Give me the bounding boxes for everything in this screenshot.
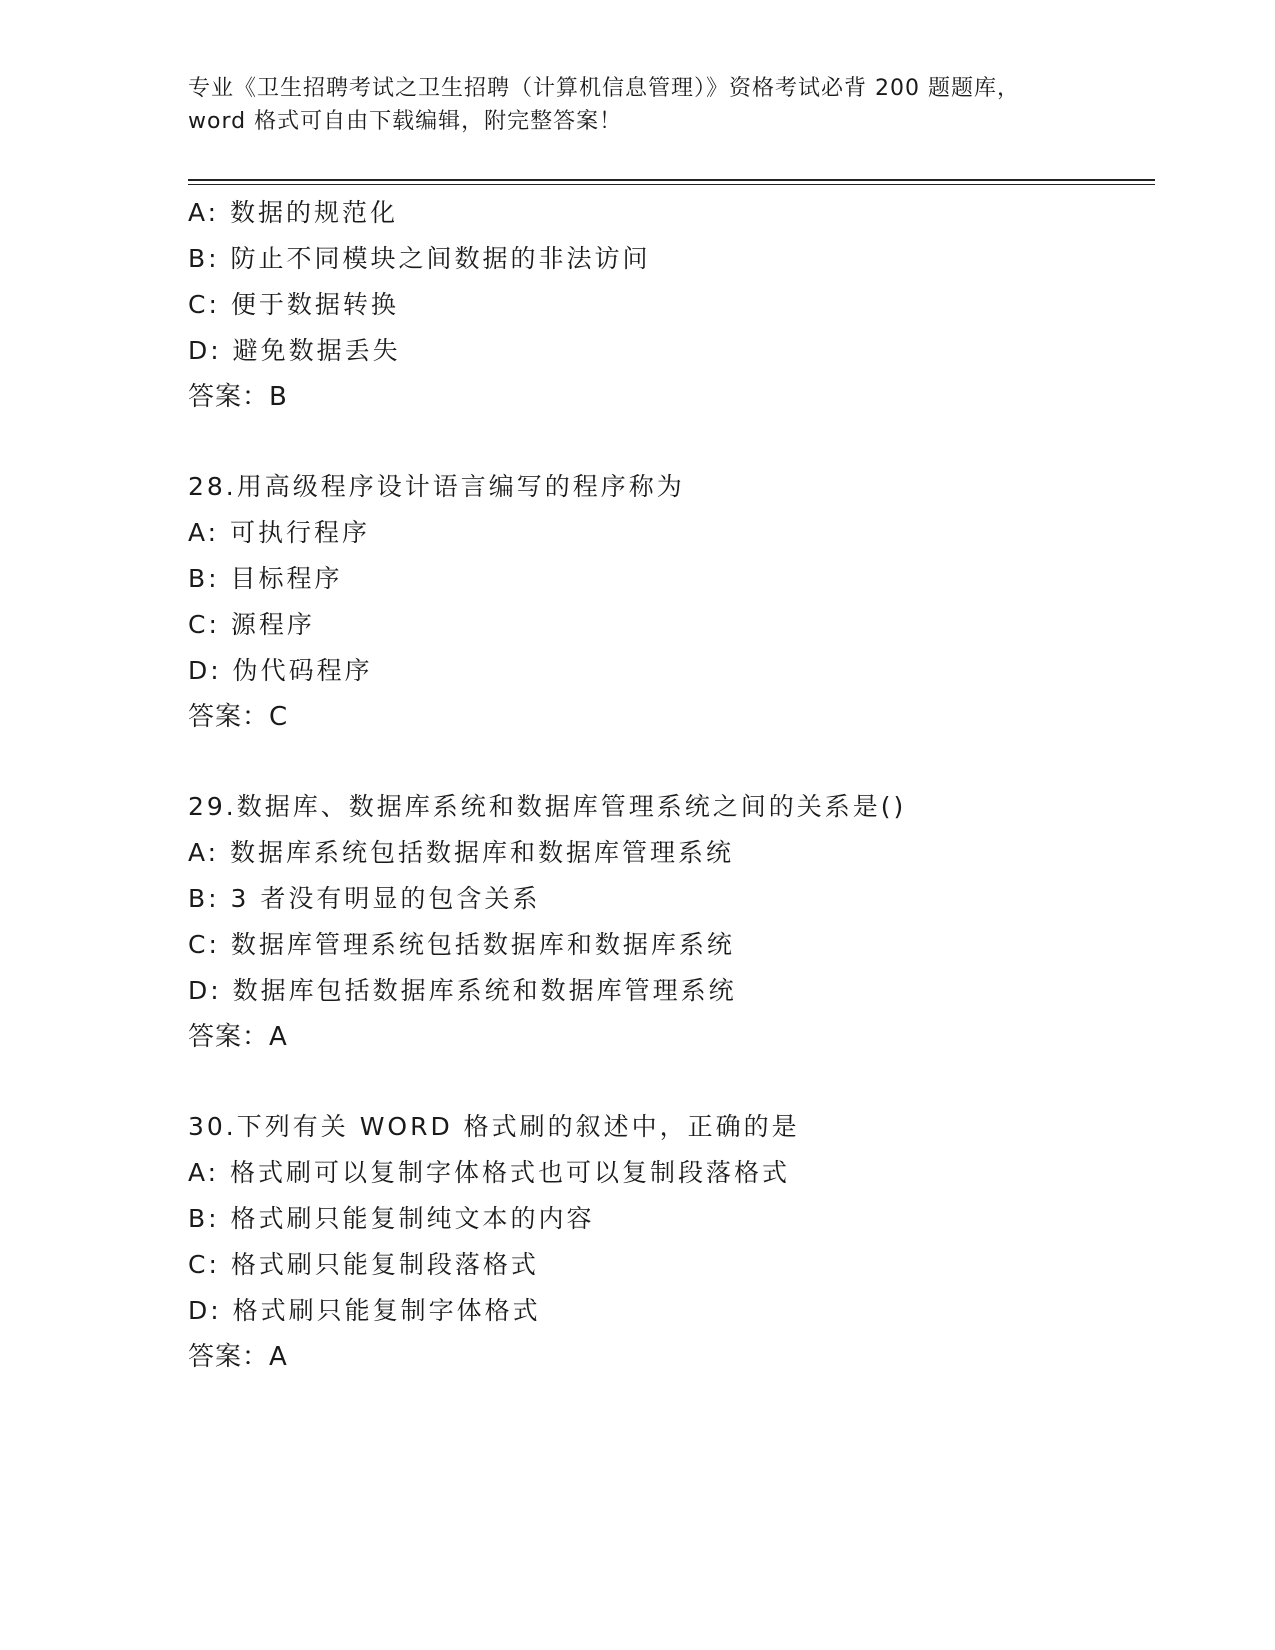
option-c: C: 源程序 <box>188 610 315 639</box>
answer: 答案：C <box>188 702 289 732</box>
option-d: D: 格式刷只能复制字体格式 <box>188 1296 541 1325</box>
header-line-1: 专业《卫生招聘考试之卫生招聘（计算机信息管理）》资格考试必背 200 题题库， <box>188 76 1020 101</box>
option-a: A: 数据库系统包括数据库和数据库管理系统 <box>188 838 735 867</box>
header-divider <box>188 179 1155 185</box>
option-a: A: 可执行程序 <box>188 518 371 547</box>
answer: 答案：A <box>188 1342 288 1372</box>
option-b: B: 格式刷只能复制纯文本的内容 <box>188 1204 595 1233</box>
option-b: B: 3 者没有明显的包含关系 <box>188 884 541 913</box>
spacer <box>188 420 1155 464</box>
question-29 <box>188 784 1155 1060</box>
option-d: D: 伪代码程序 <box>188 656 373 685</box>
option-b: B: 防止不同模块之间数据的非法访问 <box>188 244 651 273</box>
option-d: D: 避免数据丢失 <box>188 336 401 365</box>
question-list <box>188 190 1155 1380</box>
question-title: 29.数据库、数据库系统和数据库管理系统之间的关系是() <box>188 792 907 821</box>
question-27 <box>188 190 1155 420</box>
header-line-2: word 格式可自由下载编辑，附完整答案！ <box>188 109 623 134</box>
option-a: A: 格式刷可以复制字体格式也可以复制段落格式 <box>188 1158 791 1187</box>
option-c: C: 便于数据转换 <box>188 290 399 319</box>
spacer <box>188 740 1155 784</box>
page-header <box>188 72 1088 138</box>
option-a: A: 数据的规范化 <box>188 198 399 227</box>
question-30 <box>188 1104 1155 1380</box>
option-b: B: 目标程序 <box>188 564 343 593</box>
spacer <box>188 1060 1155 1104</box>
option-d: D: 数据库包括数据库系统和数据库管理系统 <box>188 976 737 1005</box>
question-28 <box>188 464 1155 740</box>
question-title: 30.下列有关 WORD 格式刷的叙述中，正确的是 <box>188 1112 800 1141</box>
option-c: C: 格式刷只能复制段落格式 <box>188 1250 539 1279</box>
question-title: 28.用高级程序设计语言编写的程序称为 <box>188 472 685 501</box>
answer: 答案：B <box>188 382 288 412</box>
answer: 答案：A <box>188 1022 288 1052</box>
option-c: C: 数据库管理系统包括数据库和数据库系统 <box>188 930 735 959</box>
